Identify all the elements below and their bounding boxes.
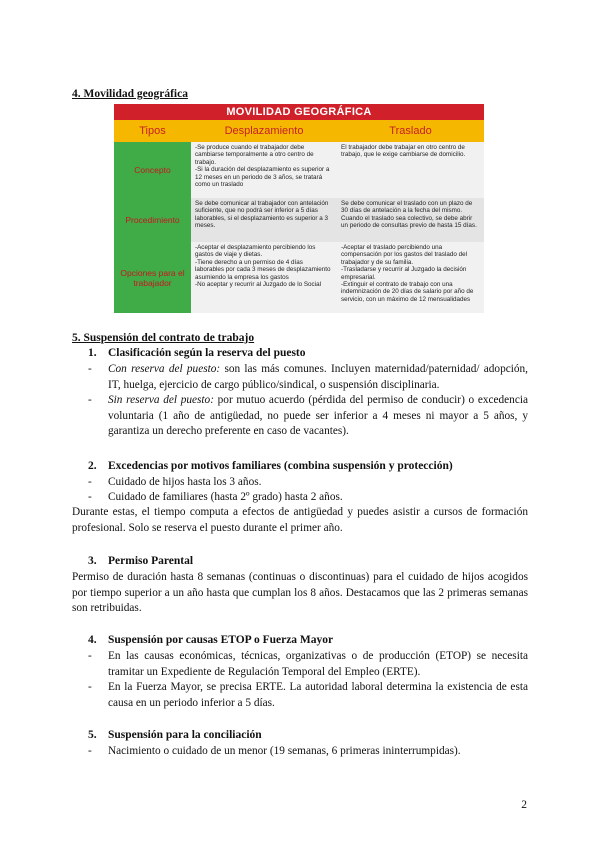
cell-procedimiento-traslado bbox=[337, 198, 484, 242]
list-item-text: Cuidado de hijos hasta los 3 años. bbox=[108, 476, 262, 488]
cell-concepto-traslado bbox=[337, 142, 484, 198]
subsection-number: 2. bbox=[88, 460, 97, 472]
subsection-title: Suspensión para la conciliación bbox=[108, 729, 262, 741]
bullet-dash: - bbox=[88, 650, 92, 662]
subsection-title: Clasificación según la reserva del puesto bbox=[108, 347, 306, 359]
list-item bbox=[88, 680, 528, 711]
section-5-heading: 5. Suspensión del contrato de trabajo bbox=[72, 332, 255, 344]
subsection-title: Excedencias por motivos familiares (combina suspensión y protección) bbox=[108, 460, 453, 472]
list-item-lead: Sin reserva del puesto: bbox=[108, 394, 214, 406]
cell-line: -Si la duración del desplazamiento es superior a 12 meses en un periodo de 3 años, se tratará como un traslado bbox=[195, 166, 330, 189]
subsection-number: 4. bbox=[88, 634, 97, 646]
list-item-lead: Con reserva del puesto: bbox=[108, 363, 221, 375]
bullet-dash: - bbox=[88, 681, 92, 693]
table-title: MOVILIDAD GEOGRÁFICA bbox=[114, 104, 484, 120]
list-item-text: Cuidado de familiares (hasta 2º grado) hasta 2 años. bbox=[108, 491, 343, 503]
cell-concepto-desplazamiento bbox=[191, 142, 337, 198]
list-item bbox=[88, 490, 528, 506]
bullet-dash: - bbox=[88, 745, 92, 757]
cell-line: El trabajador debe trabajar en otro centro de trabajo, que le exige cambiarse de domicilio. bbox=[341, 144, 466, 159]
list-item bbox=[88, 475, 528, 491]
cell-line: -Extinguir el contrato de trabajo con una indemnización de 20 días de salario por año de servicio, con un máximo de 12 mensualidades bbox=[341, 281, 474, 303]
header-tipos: Tipos bbox=[114, 120, 191, 142]
list-item-text: En la Fuerza Mayor, se precisa ERTE. La autoridad laboral determina la existencia de esta causa en un periodo inferior a 5 días. bbox=[108, 681, 528, 709]
bullet-dash: - bbox=[88, 476, 92, 488]
cell-opciones-desplazamiento bbox=[191, 242, 337, 313]
list-item-text: Nacimiento o cuidado de un menor (19 semanas, 6 primeras ininterrumpidas). bbox=[108, 745, 461, 757]
subsection-4-heading bbox=[88, 634, 333, 646]
movilidad-table bbox=[114, 104, 484, 313]
cell-line: -Se produce cuando el trabajador debe cambiarse temporalmente a otro centro de trabajo. bbox=[195, 144, 314, 166]
list-item-body: por mutuo acuerdo (pérdida del permiso de conducir) o excedencia voluntaria (1 año de antigüedad, no puede ser inferior a 4 meses ni mayor a 5 años, y garantiza un derecho preferente en caso de vacantes). bbox=[108, 394, 528, 437]
row-label-opciones: Opciones para el trabajador bbox=[114, 242, 191, 313]
subsection-number: 1. bbox=[88, 347, 97, 359]
subsection-title: Suspensión por causas ETOP o Fuerza Mayor bbox=[108, 634, 334, 646]
list-item-text bbox=[108, 393, 528, 440]
subsection-1-heading bbox=[88, 347, 306, 359]
cell-line: Se debe comunicar el traslado con un plazo de 30 días de antelación a la fecha del mismo. Cuando el traslado sea colectivo, se debe abrir un periodo de consultas previo de hasta 15 días. bbox=[341, 200, 477, 230]
subsection-2-heading bbox=[88, 460, 453, 472]
paragraph: Durante estas, el tiempo computa a efectos de antigüedad y puedes asistir a cursos de formación profesional. Solo se reserva el puesto durante el primer año. bbox=[72, 506, 528, 534]
subsection-title: Permiso Parental bbox=[108, 555, 194, 567]
cell-line: Se debe comunicar al trabajador con antelación suficiente, que no podrá ser inferior a 5 días laborables, si el desplazamiento es superior a 3 meses. bbox=[195, 200, 329, 230]
cell-opciones-traslado bbox=[337, 242, 484, 313]
cell-line: -Tiene derecho a un permiso de 4 días laborables por cada 3 meses de desplazamiento asumiendo la empresa los gastos bbox=[195, 258, 331, 281]
list-item-text bbox=[108, 362, 528, 393]
cell-line: -Aceptar el traslado percibiendo una compensación por los gastos del traslado del trabajador y de su familia. bbox=[341, 244, 468, 266]
bullet-dash: - bbox=[88, 491, 92, 503]
header-desplazamiento: Desplazamiento bbox=[191, 120, 337, 142]
list-item-text: En las causas económicas, técnicas, organizativas o de producción (ETOP) se necesita tramitar un Expediente de Regulación Temporal del Empleo (ERTE). bbox=[108, 650, 528, 678]
row-label-procedimiento: Procedimiento bbox=[114, 198, 191, 242]
list-item bbox=[88, 393, 528, 440]
row-label-concepto: Concepto bbox=[114, 142, 191, 198]
cell-procedimiento-desplazamiento bbox=[191, 198, 337, 242]
list-item bbox=[88, 744, 528, 760]
bullet-dash: - bbox=[88, 394, 92, 406]
subsection-3-heading bbox=[88, 555, 193, 567]
header-traslado: Traslado bbox=[337, 120, 484, 142]
list-item bbox=[88, 649, 528, 680]
cell-line: -Trasladarse y recurrir al Juzgado la decisión empresarial. bbox=[341, 266, 467, 281]
section-4-heading: 4. Movilidad geográfica bbox=[72, 88, 188, 100]
bullet-dash: - bbox=[88, 363, 92, 375]
list-item-body: son las más comunes. Incluyen maternidad/paternidad/ adopción, IT, huelga, ejercicio de cargo público/sindical, o suspensión disciplinaria. bbox=[108, 363, 529, 391]
cell-line: -Aceptar el desplazamiento percibiendo los gastos de viaje y dietas. bbox=[195, 244, 316, 259]
page-number: 2 bbox=[521, 799, 527, 811]
subsection-number: 3. bbox=[88, 555, 97, 567]
cell-line: -No aceptar y recurrir al Juzgado de lo Social bbox=[195, 281, 321, 289]
list-item bbox=[88, 362, 528, 393]
paragraph: Permiso de duración hasta 8 semanas (continuas o discontinuas) para el cuidado de hijos acogidos por tiempo superior a un año hasta que cumplan los 8 años. Destacamos que las 2 primeras semanas son retribuidas. bbox=[72, 571, 528, 614]
subsection-number: 5. bbox=[88, 729, 97, 741]
subsection-5-heading bbox=[88, 729, 262, 741]
